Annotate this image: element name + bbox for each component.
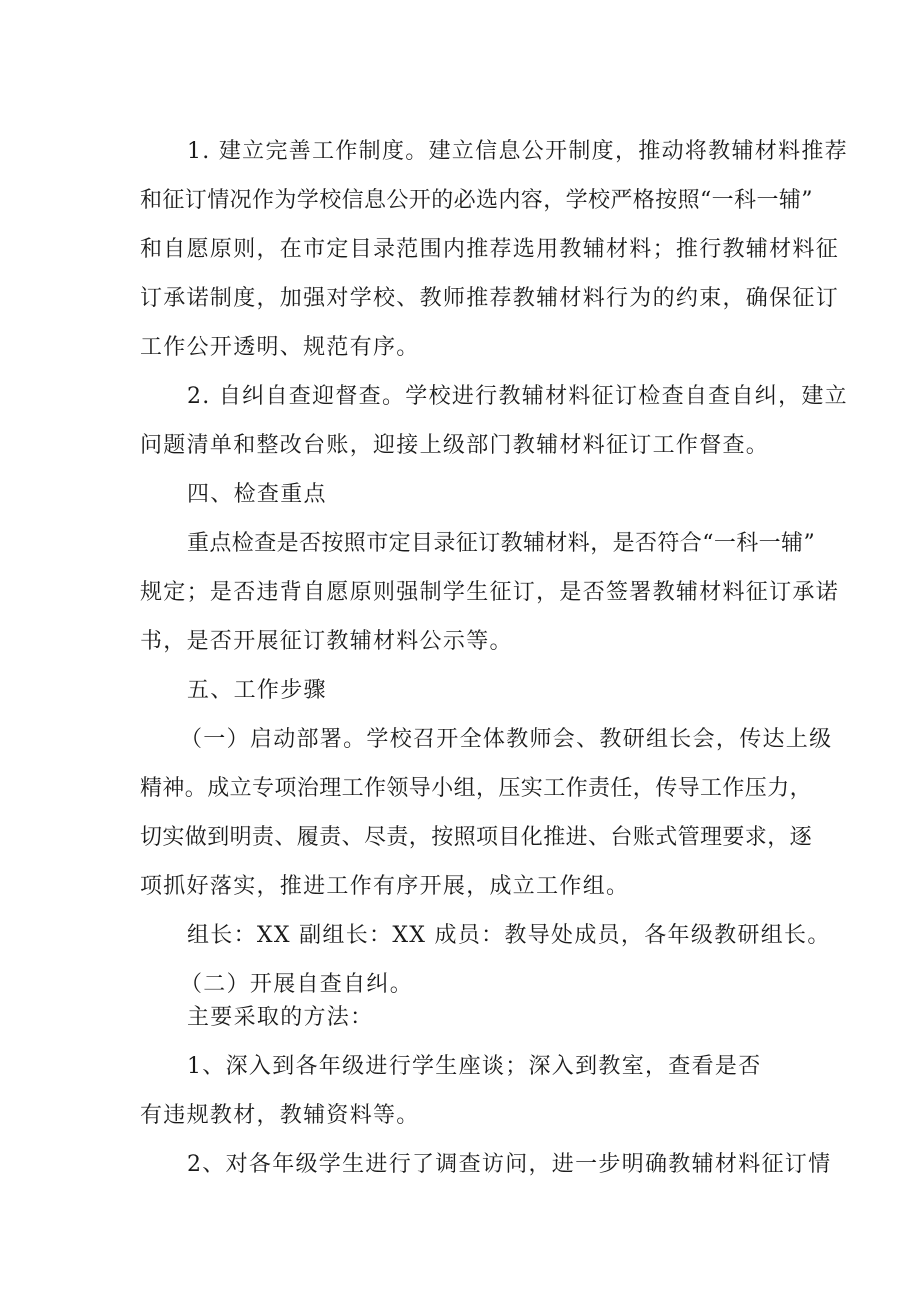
working-group-line: 组长：XX 副组长：XX 成员：教导处成员，各年级教研组长。 [187,923,831,948]
paragraph-1-line-5: 工作公开透明、规范有序。 [140,335,420,360]
paragraph-4-line-1: （一）启动部署。学校召开全体教师会、教研组长会，传达上级 [180,727,833,752]
paragraph-1-line-3: 和自愿原则，在市定目录范围内推荐选用教辅材料；推行教辅材料征 [140,237,840,262]
method-2-line-1: 2、对各年级学生进行了调查访问，进一步明确教辅材料征订情 [187,1152,832,1177]
method-1-line-1: 1、深入到各年级进行学生座谈；深入到教室，查看是否 [187,1054,762,1079]
paragraph-3-line-3: 书，是否开展征订教辅材料公示等。 [140,629,513,654]
paragraph-4-line-3: 切实做到明责、履责、尽责，按照项目化推进、台账式管理要求，逐 [140,825,813,850]
methods-intro: 主要采取的方法： [187,1005,374,1030]
paragraph-2-line-2: 问题清单和整改台账，迎接上级部门教辅材料征订工作督查。 [140,433,770,458]
section-heading-4: 四、检查重点 [187,482,327,507]
section-heading-5: 五、工作步骤 [187,678,327,703]
paragraph-4-line-4: 项抓好落实，推进工作有序开展，成立工作组。 [140,874,630,899]
paragraph-1-line-2: 和征订情况作为学校信息公开的必选内容，学校严格按照“一科一辅” [140,188,813,213]
method-1-line-2: 有违规教材，教辅资料等。 [140,1103,420,1128]
paragraph-3-line-1: 重点检查是否按照市定目录征订教辅材料，是否符合“一科一辅” [187,531,816,556]
paragraph-1-line-4: 订承诺制度，加强对学校、教师推荐教辅材料行为的约束，确保征订 [140,286,840,311]
paragraph-2-line-1: 2. 自纠自查迎督查。学校进行教辅材料征订检查自查自纠，建立 [187,384,848,409]
paragraph-1-line-1: 1. 建立完善工作制度。建立信息公开制度，推动将教辅材料推荐 [187,139,848,164]
subheading-2: （二）开展自查自纠。 [180,972,414,997]
paragraph-4-line-2: 精神。成立专项治理工作领导小组，压实工作责任，传导工作压力， [140,776,813,801]
paragraph-3-line-2: 规定；是否违背自愿原则强制学生征订，是否签署教辅材料征订承诺 [140,580,840,605]
